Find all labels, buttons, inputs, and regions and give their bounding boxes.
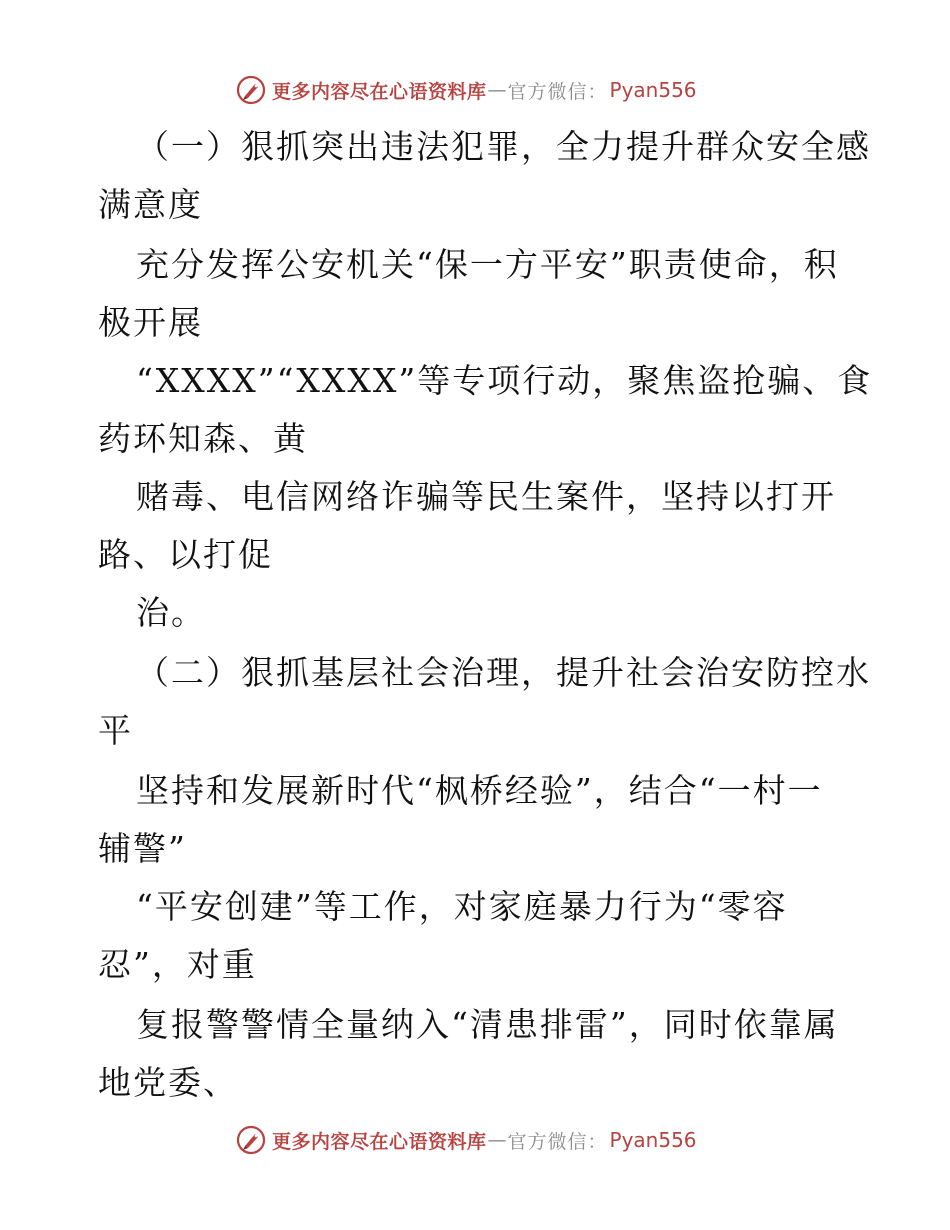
- body-line: 坚持和发展新时代“枫桥经验”，结合“一村一: [136, 771, 823, 810]
- body-line: 辅警”: [98, 829, 187, 868]
- body-line: 平: [98, 711, 133, 750]
- watermark-text: 更多内容尽在心语资料库: [272, 1130, 487, 1153]
- body-line: “平安创建”等工作，对家庭暴力行为“零容: [136, 887, 788, 926]
- body-line: 忍”，对重: [98, 945, 257, 984]
- body-line: （一）狠抓突出违法犯罪，全力提升群众安全感: [136, 127, 871, 166]
- body-line: 极开展: [98, 303, 203, 342]
- footer-watermark: [236, 1123, 697, 1157]
- body-line: 充分发挥公安机关“保一方平安”职责使命，积: [136, 245, 839, 284]
- watermark-id: Pyan556: [609, 78, 697, 102]
- body-line: 治。: [136, 593, 206, 632]
- pen-nib-logo-icon: [236, 75, 266, 105]
- body-line: 复报警警情全量纳入“清患排雷”，同时依靠属: [136, 1005, 839, 1044]
- body-line: 药环知森、黄: [98, 419, 308, 458]
- body-line: 满意度: [98, 185, 203, 224]
- watermark-label: 官方微信：: [507, 80, 608, 103]
- header-watermark: [236, 73, 697, 107]
- watermark-label: 官方微信：: [507, 1130, 608, 1153]
- pen-nib-logo-icon: [236, 1125, 266, 1155]
- body-line: 地党委、: [98, 1063, 238, 1102]
- body-line: 赌毒、电信网络诈骗等民生案件，坚持以打开: [136, 477, 836, 516]
- body-line: “XXXX”“XXXX”等专项行动，聚焦盗抢骗、食: [136, 361, 873, 400]
- watermark-id: Pyan556: [609, 1128, 697, 1152]
- body-line: 路、以打促: [98, 535, 273, 574]
- watermark-text: 更多内容尽在心语资料库: [272, 80, 487, 103]
- watermark-separator: —: [487, 1129, 507, 1151]
- watermark-separator: —: [487, 79, 507, 101]
- body-line: （二）狠抓基层社会治理，提升社会治安防控水: [136, 653, 871, 692]
